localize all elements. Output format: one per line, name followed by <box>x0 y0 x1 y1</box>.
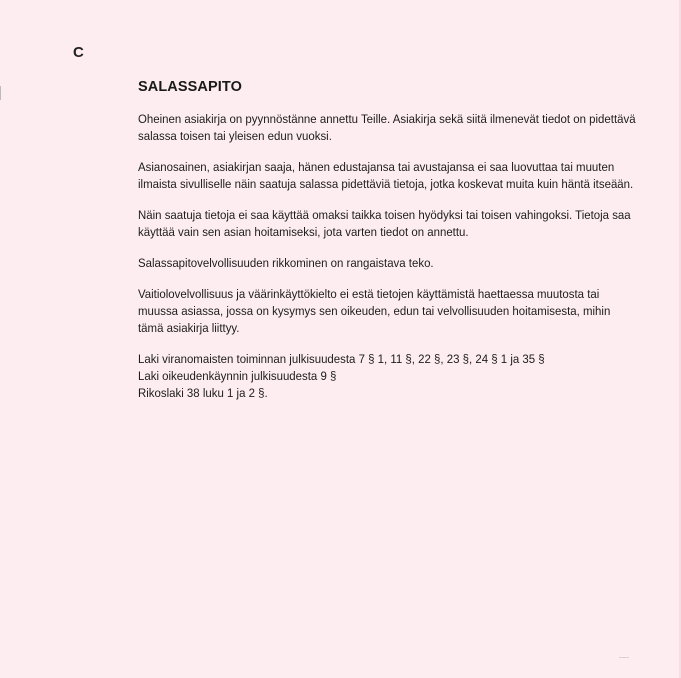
corner-mark: C <box>73 44 84 61</box>
paragraph-2: Asianosainen, asiakirjan saaja, hänen edustajansa tai avustajansa ei saa luovuttaa tai muuten ilmaista sivulliselle näin saatuja salassa pidettäviä tietoja, jotka koskevat muita kuin häntä itseään. <box>138 160 634 191</box>
scan-edge-mark <box>0 86 1 100</box>
paragraph-3: Näin saatuja tietoja ei saa käyttää omaksi taikka toisen hyödyksi tai toisen vahingoksi. Tietoja saa käyttää vain sen asian hoitamiseksi, jota varten tiedot on annettu. <box>138 208 631 239</box>
scan-speck <box>619 657 629 658</box>
document-title: SALASSAPITO <box>138 79 242 95</box>
document-body <box>138 111 638 402</box>
law-references <box>138 351 638 402</box>
paragraph-5: Vaitiolovelvollisuus ja väärinkäyttökielto ei estä tietojen käyttämistä haettaessa muutosta tai muussa asiassa, jossa on kysymys sen oikeuden, edun tai velvollisuuden hoitamisesta, mihin tämä asiakirja liittyy. <box>138 287 611 335</box>
paragraph-1: Oheinen asiakirja on pyynnöstänne annettu Teille. Asiakirja sekä siitä ilmenevät tiedot on pidettävä salassa toisen tai yleisen edun vuoksi. <box>138 112 636 143</box>
law-reference-1: Laki viranomaisten toiminnan julkisuudesta 7 § 1, 11 §, 22 §, 23 §, 24 § 1 ja 35 § <box>138 352 545 366</box>
law-reference-2: Laki oikeudenkäynnin julkisuudesta 9 § <box>138 369 337 383</box>
law-reference-3: Rikoslaki 38 luku 1 ja 2 §. <box>138 386 268 400</box>
paragraph-4: Salassapitovelvollisuuden rikkominen on rangaistava teko. <box>138 256 434 270</box>
